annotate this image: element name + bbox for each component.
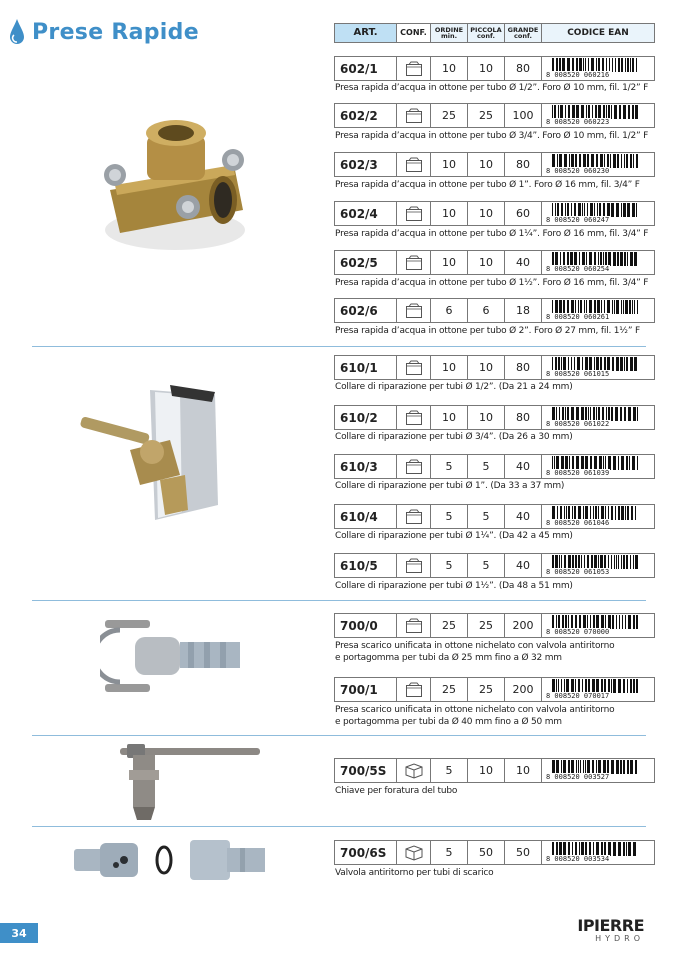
table-header [334,23,655,43]
ordine-min: 10 [431,406,468,429]
ean-barcode [542,841,654,864]
drill-key-image [115,740,265,822]
product-description [335,325,655,337]
ordine-min: 25 [431,104,468,127]
ordine-min: 5 [431,455,468,478]
ordine-min: 10 [431,202,468,225]
ean-code: 8 008520 061053 [546,568,610,576]
product-description [335,480,655,492]
description-line: Presa rapida d’acqua in ottone per tubo Ø 1”. Foro Ø 16 mm, fil. 3/4” F [335,180,640,190]
col-ean: CODICE EAN [542,24,654,42]
bag-icon [397,554,431,577]
product-row [334,553,655,578]
water-drop-icon [8,17,26,47]
ordine-min: 10 [431,251,468,274]
article-code: 700/6S [335,841,397,864]
piccola-conf: 10 [468,153,505,176]
article-code: 602/4 [335,202,397,225]
piccola-conf: 10 [468,406,505,429]
grande-conf: 80 [505,153,542,176]
description-line: Chiave per foratura del tubo [335,786,458,796]
col-conf: CONF. [397,24,431,42]
description-line: Collare di riparazione per tubi Ø 1½”. (Da 48 a 51 mm) [335,581,573,591]
bag-icon [397,57,431,80]
product-row [334,355,655,380]
description-line: Presa rapida d’acqua in ottone per tubo Ø 1½”. Foro Ø 16 mm, fil. 3/4” F [335,278,649,288]
product-description [335,530,655,542]
description-line: Presa scarico unificata in ottone nichelato con valvola antiritorno [335,705,615,715]
ordine-min: 5 [431,554,468,577]
product-row [334,454,655,479]
product-row [334,56,655,81]
ean-code: 8 008520 061015 [546,370,610,378]
piccola-conf: 25 [468,614,505,637]
description-line: Presa rapida d’acqua in ottone per tubo Ø 1¼”. Foro Ø 16 mm, fil. 3/4” F [335,229,649,239]
piccola-conf: 10 [468,251,505,274]
description-line: Collare di riparazione per tubi Ø 1/2”. (Da 21 a 24 mm) [335,382,573,392]
piccola-conf: 6 [468,299,505,322]
ean-barcode [542,678,654,701]
ean-code: 8 008520 070017 [546,692,610,700]
piccola-conf: 5 [468,455,505,478]
product-row [334,758,655,783]
product-description [335,704,655,728]
description-line: Presa scarico unificata in ottone nichelato con valvola antiritorno [335,641,615,651]
non-return-valve-image [72,835,267,885]
grande-conf: 80 [505,406,542,429]
brand-logo [577,918,644,944]
product-row [334,201,655,226]
product-description [335,130,655,142]
article-code: 602/2 [335,104,397,127]
col-ordine: ORDINE min. [431,24,468,42]
drain-fitting-image [100,612,245,702]
product-row [334,405,655,430]
ean-code: 8 008520 060230 [546,167,610,175]
description-line: Presa rapida d’acqua in ottone per tubo Ø 1/2”. Foro Ø 10 mm, fil. 1/2” F [335,83,649,93]
ean-code: 8 008520 003534 [546,855,610,863]
article-code: 602/1 [335,57,397,80]
ean-barcode [542,455,654,478]
ean-code: 8 008520 003527 [546,773,610,781]
grande-conf: 40 [505,251,542,274]
description-line: Collare di riparazione per tubi Ø 1”. (Da 33 a 37 mm) [335,481,565,491]
grande-conf: 50 [505,841,542,864]
ean-code: 8 008520 060261 [546,313,610,321]
ean-code: 8 008520 070000 [546,628,610,636]
bag-icon [397,455,431,478]
ordine-min: 6 [431,299,468,322]
product-description [335,381,655,393]
piccola-conf: 25 [468,104,505,127]
section-divider [32,600,646,601]
grande-conf: 80 [505,57,542,80]
ordine-min: 10 [431,57,468,80]
bag-icon [397,251,431,274]
pipe-saddle-image [95,115,255,260]
bag-icon [397,356,431,379]
box-icon [397,841,431,864]
bag-icon [397,153,431,176]
product-description [335,179,655,191]
grande-conf: 40 [505,455,542,478]
article-code: 610/1 [335,356,397,379]
ean-barcode [542,759,654,782]
description-line: e portagomma per tubi da Ø 40 mm fino a Ø 50 mm [335,717,562,727]
ordine-min: 5 [431,505,468,528]
piccola-conf: 25 [468,678,505,701]
ordine-min: 5 [431,759,468,782]
ean-code: 8 008520 061022 [546,420,610,428]
grande-conf: 40 [505,554,542,577]
grande-conf: 60 [505,202,542,225]
section-divider [32,735,646,736]
product-description [335,277,655,289]
ordine-min: 5 [431,841,468,864]
brand-name: IPIERRE [577,916,644,935]
ean-code: 8 008520 060247 [546,216,610,224]
product-description [335,785,655,797]
col-grande: GRANDE conf. [505,24,542,42]
bag-icon [397,505,431,528]
ean-code: 8 008520 061039 [546,469,610,477]
ean-code: 8 008520 060254 [546,265,610,273]
grande-conf: 40 [505,505,542,528]
ordine-min: 25 [431,614,468,637]
product-row [334,504,655,529]
article-code: 610/4 [335,505,397,528]
section-divider [32,826,646,827]
ean-code: 8 008520 060216 [546,71,610,79]
bag-icon [397,406,431,429]
page-number: 34 [0,923,38,943]
ean-barcode [542,356,654,379]
piccola-conf: 10 [468,759,505,782]
box-icon [397,759,431,782]
product-row [334,250,655,275]
article-code: 700/5S [335,759,397,782]
product-description [335,82,655,94]
article-code: 602/3 [335,153,397,176]
article-code: 700/0 [335,614,397,637]
ean-code: 8 008520 060223 [546,118,610,126]
article-code: 700/1 [335,678,397,701]
piccola-conf: 5 [468,505,505,528]
article-code: 610/3 [335,455,397,478]
description-line: Presa rapida d’acqua in ottone per tubo Ø 3/4”. Foro Ø 10 mm, fil. 1/2” F [335,131,649,141]
product-row [334,298,655,323]
product-row [334,840,655,865]
article-code: 602/6 [335,299,397,322]
ean-barcode [542,406,654,429]
description-line: Collare di riparazione per tubi Ø 3/4”. (Da 26 a 30 mm) [335,432,573,442]
piccola-conf: 50 [468,841,505,864]
ean-barcode [542,104,654,127]
grande-conf: 200 [505,614,542,637]
bag-icon [397,678,431,701]
ean-barcode [542,153,654,176]
article-code: 610/5 [335,554,397,577]
ordine-min: 25 [431,678,468,701]
section-divider [32,346,646,347]
ean-barcode [542,57,654,80]
grande-conf: 100 [505,104,542,127]
page-header [8,14,199,50]
bag-icon [397,202,431,225]
product-row [334,613,655,638]
piccola-conf: 5 [468,554,505,577]
product-description [335,431,655,443]
product-description [335,228,655,240]
ean-code: 8 008520 061046 [546,519,610,527]
article-code: 602/5 [335,251,397,274]
description-line: Collare di riparazione per tubi Ø 1¼”. (Da 42 a 45 mm) [335,531,573,541]
col-art: ART. [335,24,397,42]
page-title: Prese Rapide [32,19,199,45]
repair-collar-image [80,380,230,525]
ean-barcode [542,202,654,225]
piccola-conf: 10 [468,356,505,379]
grande-conf: 18 [505,299,542,322]
product-description [335,580,655,592]
ordine-min: 10 [431,153,468,176]
description-line: Presa rapida d’acqua in ottone per tubo Ø 2”. Foro Ø 27 mm, fil. 1½” F [335,326,640,336]
grande-conf: 80 [505,356,542,379]
ean-barcode [542,614,654,637]
description-line: Valvola antiritorno per tubi di scarico [335,868,494,878]
ean-barcode [542,299,654,322]
grande-conf: 200 [505,678,542,701]
col-piccola: PICCOLA conf. [468,24,505,42]
brand-sub: HYDRO [595,934,644,943]
product-row [334,677,655,702]
bag-icon [397,614,431,637]
description-line: e portagomma per tubi da Ø 25 mm fino a Ø 32 mm [335,653,562,663]
bag-icon [397,104,431,127]
product-description [335,867,655,879]
ean-barcode [542,505,654,528]
piccola-conf: 10 [468,202,505,225]
product-row [334,103,655,128]
bag-icon [397,299,431,322]
ordine-min: 10 [431,356,468,379]
ean-barcode [542,251,654,274]
grande-conf: 10 [505,759,542,782]
product-description [335,640,655,664]
article-code: 610/2 [335,406,397,429]
piccola-conf: 10 [468,57,505,80]
product-row [334,152,655,177]
ean-barcode [542,554,654,577]
